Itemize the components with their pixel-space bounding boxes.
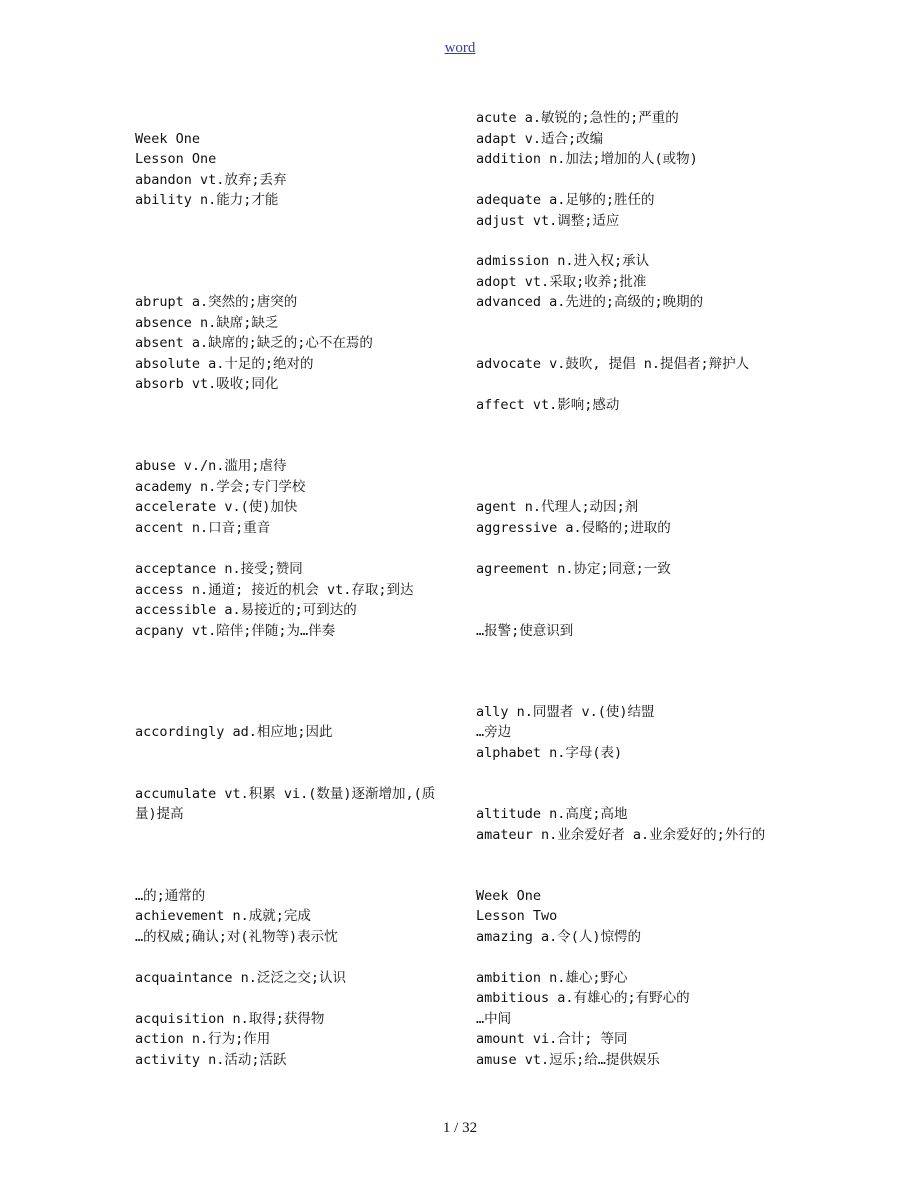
right-vocab-entry: amateur n.业余爱好者 a.业余爱好的;外行的	[476, 827, 766, 843]
left-vocab-entry: accessible a.易接近的;可到达的	[135, 602, 357, 618]
right-vocab-entry: addition n.加法;增加的人(或物)	[476, 151, 698, 167]
right-vocab-entry: Week One	[476, 888, 542, 904]
right-vocab-entry: advocate v.鼓吹, 提倡 n.提倡者;辩护人	[476, 356, 750, 372]
left-vocab-entry: acquisition n.取得;获得物	[135, 1011, 325, 1027]
page-header	[0, 40, 920, 57]
left-vocab-entry: acceptance n.接受;赞同	[135, 561, 303, 577]
right-vocab-entry: advanced a.先进的;高级的;晚期的	[476, 294, 704, 310]
left-vocab-entry: …的权威;确认;对(礼物等)表示忱	[135, 929, 338, 945]
right-vocab-entry: adequate a.足够的;胜任的	[476, 192, 655, 208]
right-vocab-entry: agreement n.协定;同意;一致	[476, 561, 671, 577]
right-vocab-entry: altitude n.高度;高地	[476, 806, 628, 822]
right-vocab-entry: …旁边	[476, 724, 512, 740]
left-vocab-entry: 量)提高	[135, 806, 184, 822]
left-vocab-entry: absorb vt.吸收;同化	[135, 376, 279, 392]
left-vocab-entry: abrupt a.突然的;唐突的	[135, 294, 298, 310]
left-vocab-entry: acpany vt.陪伴;伴随;为…伴奏	[135, 623, 336, 639]
left-vocab-entry: accent n.口音;重音	[135, 520, 271, 536]
page-number: 1 / 32	[442, 1120, 478, 1136]
left-vocab-entry: accordingly ad.相应地;因此	[135, 724, 333, 740]
right-vocab-entry: ally n.同盟者 v.(使)结盟	[476, 704, 655, 720]
right-vocab-entry: ambition n.雄心;野心	[476, 970, 628, 986]
left-vocab-entry: action n.行为;作用	[135, 1031, 271, 1047]
right-vocab-entry: amazing a.令(人)惊愕的	[476, 929, 642, 945]
left-vocab-entry: abandon vt.放弃;丢弃	[135, 172, 287, 188]
right-vocab-entry: …报警;使意识到	[476, 623, 574, 639]
right-vocab-entry: Lesson Two	[476, 908, 558, 924]
left-vocab-entry: absolute a.十足的;绝对的	[135, 356, 314, 372]
right-vocab-entry: affect vt.影响;感动	[476, 397, 620, 413]
right-vocab-entry: amuse vt.逗乐;给…提供娱乐	[476, 1052, 660, 1068]
right-vocab-entry: …中间	[476, 1011, 512, 1027]
left-vocab-entry: Lesson One	[135, 151, 217, 167]
left-vocab-entry: absence n.缺席;缺乏	[135, 315, 279, 331]
left-vocab-entry: ability n.能力;才能	[135, 192, 279, 208]
right-vocab-entry: adopt vt.采取;收养;批准	[476, 274, 647, 290]
left-vocab-entry: absent a.缺席的;缺乏的;心不在焉的	[135, 335, 373, 351]
left-vocab-entry: achievement n.成就;完成	[135, 908, 311, 924]
right-vocab-entry: adapt v.适合;改编	[476, 131, 604, 147]
left-vocab-entry: access n.通道; 接近的机会 vt.存取;到达	[135, 582, 414, 598]
right-vocab-entry: admission n.进入权;承认	[476, 253, 650, 269]
right-vocab-entry: amount vi.合计; 等同	[476, 1031, 628, 1047]
left-vocab-entry: accumulate vt.积累 vi.(数量)逐渐增加,(质	[135, 786, 436, 802]
header-word-link[interactable]: word	[444, 40, 476, 56]
right-vocab-entry: acute a.敏锐的;急性的;严重的	[476, 110, 679, 126]
left-vocab-entry: acquaintance n.泛泛之交;认识	[135, 970, 347, 986]
left-vocab-entry: accelerate v.(使)加快	[135, 499, 298, 515]
left-vocab-entry: activity n.活动;活跃	[135, 1052, 287, 1068]
right-vocab-entry: agent n.代理人;动因;剂	[476, 499, 639, 515]
left-vocab-entry: …的;通常的	[135, 888, 206, 904]
right-vocab-entry: ambitious a.有雄心的;有野心的	[476, 990, 690, 1006]
right-vocab-entry: adjust vt.调整;适应	[476, 213, 620, 229]
left-vocab-entry: abuse v./n.滥用;虐待	[135, 458, 287, 474]
right-vocab-entry: alphabet n.字母(表)	[476, 745, 623, 761]
left-vocab-entry: academy n.学会;专门学校	[135, 479, 306, 495]
right-vocab-entry: aggressive a.侵略的;进取的	[476, 520, 671, 536]
left-vocab-entry: Week One	[135, 131, 201, 147]
